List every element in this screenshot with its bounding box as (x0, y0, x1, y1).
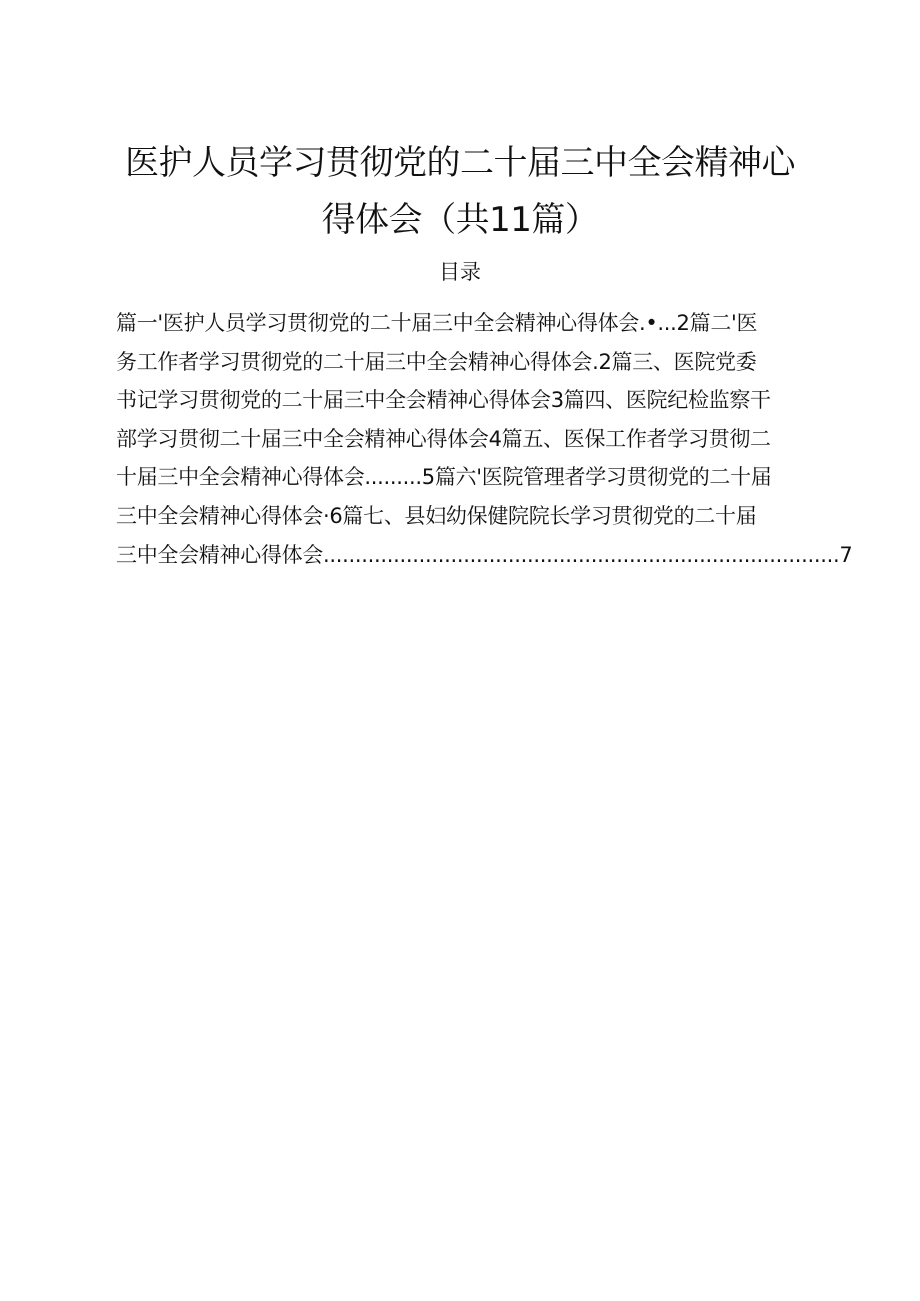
toc-line-1: 篇一'医护人员学习贯彻党的二十届三中全会精神心得体会.•...2篇二'医 (116, 311, 758, 335)
toc-heading: 目录 (439, 260, 481, 284)
title-line-2: 得体会（共11篇） (321, 199, 599, 240)
toc-line-3: 书记学习贯彻党的二十届三中全会精神心得体会3篇四、医院纪检监察干 (116, 388, 771, 413)
toc-line-6: 三中全会精神心得体会·6篇七、县妇幼保健院院长学习贯彻党的二十届 (116, 503, 757, 528)
title-line-1: 医护人员学习贯彻党的二十届三中全会精神心 (125, 142, 795, 183)
toc-line-2: 务工作者学习贯彻党的二十届三中全会精神心得体会.2篇三、医院党委 (116, 349, 757, 374)
toc-line-4: 部学习贯彻二十届三中全会精神心得体会4篇五、医保工作者学习贯彻二 (116, 426, 771, 451)
table-of-contents (116, 304, 853, 574)
toc-line-5: 十届三中全会精神心得体会.........5篇六'医院管理者学习贯彻党的二十届 (116, 465, 772, 490)
document-title (100, 135, 820, 249)
toc-line-7: 三中全会精神心得体会.................................................................................7 (116, 542, 853, 567)
